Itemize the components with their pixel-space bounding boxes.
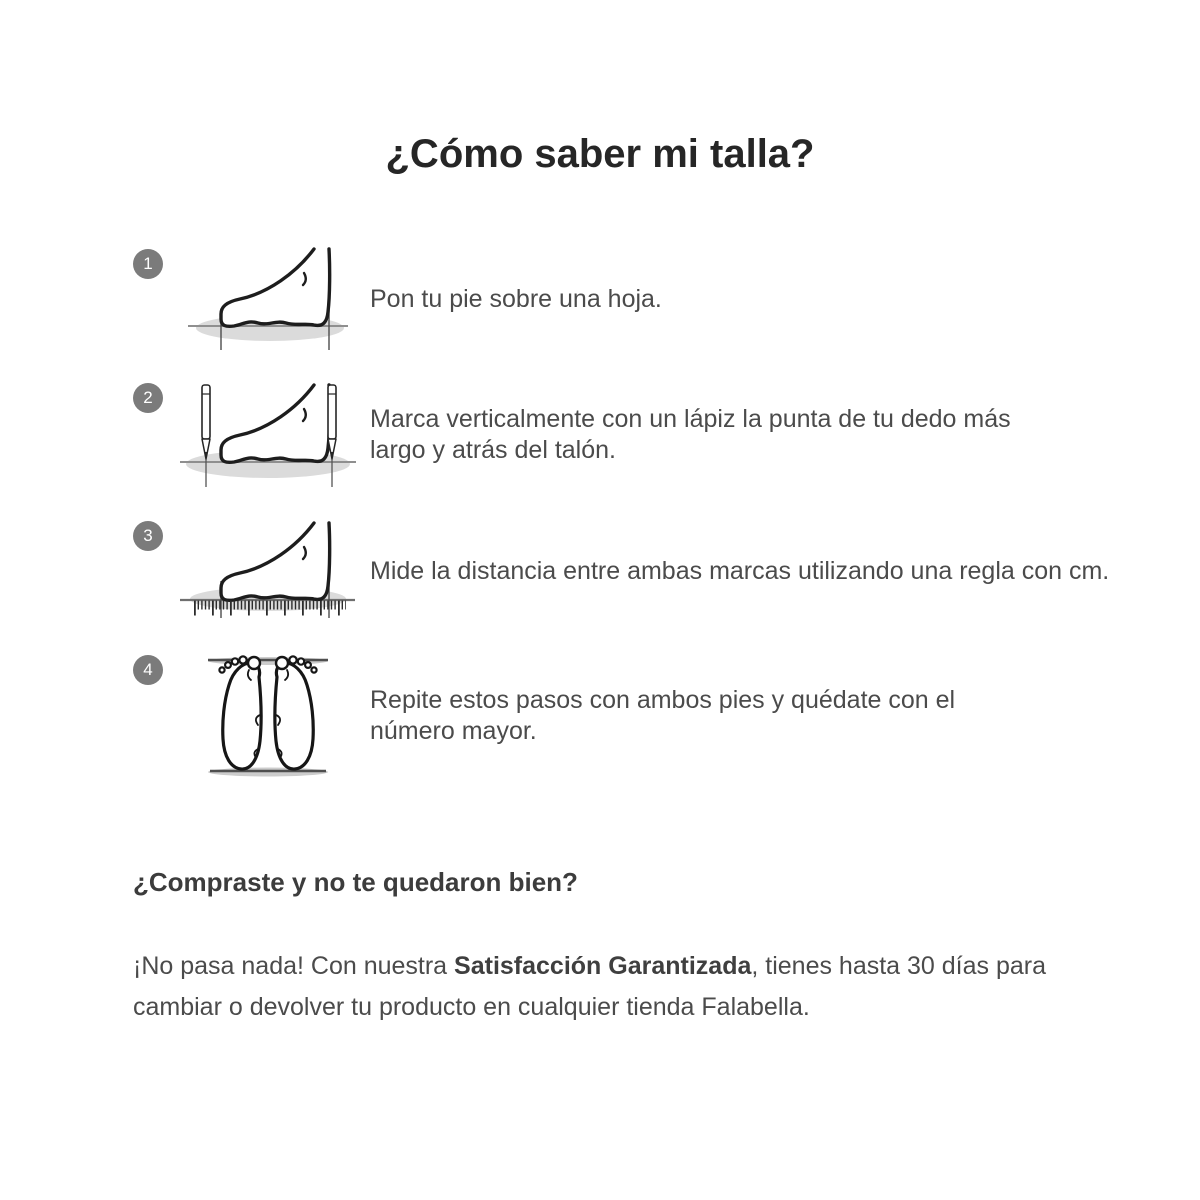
foot-side-icon [188,247,348,351]
page-title: ¿Cómo saber mi talla? [385,132,815,176]
foot-ruler-icon [180,521,355,621]
steps-list [0,247,1200,779]
step-row-3 [133,519,1200,623]
step-4-number-badge: 4 [133,655,163,685]
step-row-2 [133,381,1200,489]
step-2-text: Marca verticalmente con un lápiz la punta de tu dedo más largo y atrás del talón. [370,405,1011,464]
step-3-text: Mide la distancia entre ambas marcas utilizando una regla con cm. [370,556,1110,585]
step-3-number-badge: 3 [133,521,163,551]
returns-text-prefix: ¡No pasa nada! Con nuestra [133,952,455,980]
step-row-1 [133,247,1200,351]
returns-text-suffix: , tienes hasta 30 días para cambiar o devolver tu producto en cualquier tienda Falabella. [133,952,1047,1021]
step-row-4 [133,653,1200,779]
returns-heading: ¿Compraste y no te quedaron bien? [133,867,578,897]
returns-paragraph [133,946,1093,1028]
foot-pencils-icon [180,381,356,489]
step-4-text: Repite estos pasos con ambos pies y quédate con el número mayor. [370,686,956,745]
step-2-number-badge: 2 [133,383,163,413]
feet-soles-icon [202,653,334,779]
returns-section [0,867,1200,1028]
step-1-number-badge: 1 [133,249,163,279]
satisfaction-guarantee-label: Satisfacción Garantizada [454,952,752,980]
step-1-text: Pon tu pie sobre una hoja. [370,284,662,313]
